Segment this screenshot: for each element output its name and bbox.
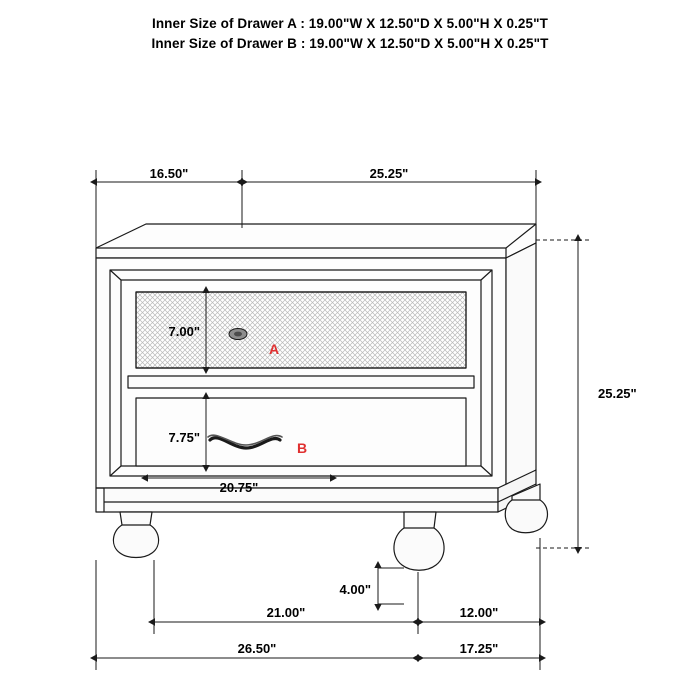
dim-leg-height: 4.00" (339, 582, 371, 597)
dim-right-height: 25.25" (598, 386, 637, 401)
label-drawer-b: B (296, 440, 308, 456)
dim-top-left: 16.50" (149, 166, 189, 181)
dim-base-depth: 17.25" (459, 641, 499, 656)
dim-drawer-b-height: 7.75" (168, 430, 200, 445)
label-drawer-a: A (268, 341, 280, 357)
dim-drawer-b-width: 20.75" (219, 480, 259, 495)
header-line-2: Inner Size of Drawer B : 19.00"W X 12.50"D X 5.00"H X 0.25"T (151, 36, 549, 51)
dim-base-width: 26.50" (237, 641, 277, 656)
dim-bottom-side-depth: 12.00" (459, 605, 499, 620)
header-line-1: Inner Size of Drawer A : 19.00"W X 12.50"D X 5.00"H X 0.25"T (151, 16, 548, 31)
nightstand-body (96, 224, 548, 570)
dim-drawer-a-height: 7.00" (168, 324, 200, 339)
dim-top-right: 25.25" (369, 166, 409, 181)
dim-bottom-front-width: 21.00" (266, 605, 306, 620)
